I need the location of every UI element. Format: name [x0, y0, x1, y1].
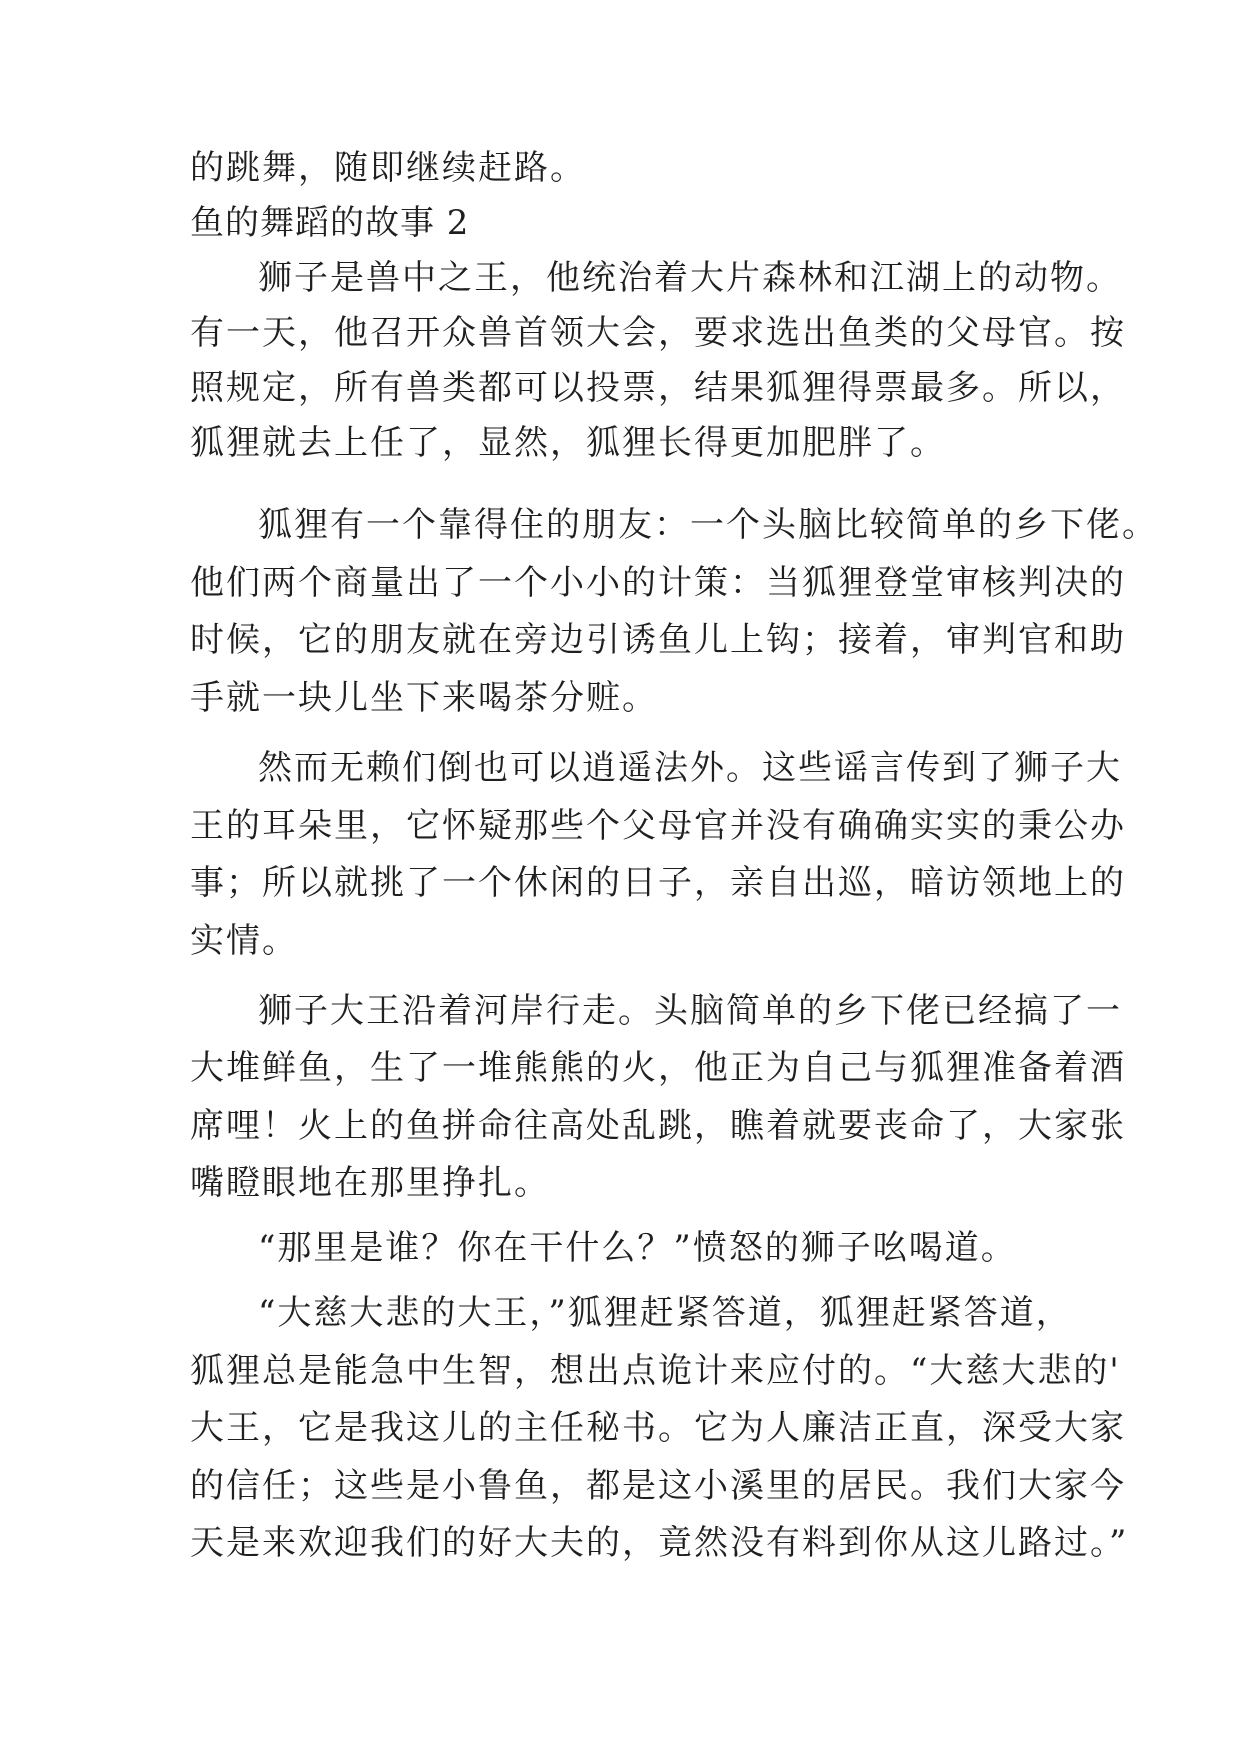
paragraph-line: 天是来欢迎我们的好大夫的，竟然没有料到你从这儿路过。”: [190, 1523, 1129, 1563]
paragraph-line: 他们两个商量出了一个小小的计策：当狐狸登堂审核判决的: [190, 563, 1126, 603]
paragraph-line: 狮子大王沿着河岸行走。头脑简单的乡下佬已经搞了一: [258, 991, 1122, 1031]
paragraph-line: 大王，它是我这儿的主任秘书。它为人廉洁正直，深受大家: [190, 1408, 1126, 1448]
paragraph-line: 狐狸就去上任了，显然，狐狸长得更加肥胖了。: [190, 423, 946, 463]
paragraph-line: 狮子是兽中之王，他统治着大片森林和江湖上的动物。: [258, 258, 1122, 298]
paragraph-line: “那里是谁？你在干什么？”愤怒的狮子吆喝道。: [258, 1228, 1017, 1268]
paragraph-line: 然而无赖们倒也可以逍遥法外。这些谣言传到了狮子大: [258, 748, 1122, 788]
paragraph-line: 照规定，所有兽类都可以投票，结果狐狸得票最多。所以，: [190, 368, 1126, 408]
paragraph-line: 王的耳朵里，它怀疑那些个父母官并没有确确实实的秉公办: [190, 806, 1126, 846]
paragraph-line: “大慈大悲的大王，”狐狸赶紧答道，狐狸赶紧答道，: [258, 1293, 1072, 1333]
paragraph-line: 狐狸总是能急中生智，想出点诡计来应付的。“大慈大悲的': [190, 1351, 1121, 1391]
paragraph-line: 时候，它的朋友就在旁边引诱鱼儿上钩；接着，审判官和助: [190, 620, 1126, 660]
paragraph-line: 大堆鲜鱼，生了一堆熊熊的火，他正为自己与狐狸准备着酒: [190, 1048, 1126, 1088]
paragraph-line: 实情。: [190, 921, 298, 961]
paragraph-line: 事；所以就挑了一个休闲的日子，亲自出巡，暗访领地上的: [190, 863, 1126, 903]
paragraph-line: 手就一块儿坐下来喝茶分赃。: [190, 678, 658, 718]
section-heading: 鱼的舞蹈的故事 2: [190, 203, 470, 243]
paragraph-line: 的信任；这些是小鲁鱼，都是这小溪里的居民。我们大家今: [190, 1466, 1126, 1506]
lead-line: 的跳舞，随即继续赶路。: [190, 148, 586, 188]
paragraph-line: 有一天，他召开众兽首领大会，要求选出鱼类的父母官。按: [190, 313, 1126, 353]
paragraph-line: 席哩！火上的鱼拼命往高处乱跳，瞧着就要丧命了，大家张: [190, 1106, 1126, 1146]
paragraph-line: 狐狸有一个靠得住的朋友：一个头脑比较简单的乡下佬。: [258, 505, 1158, 545]
paragraph-line: 嘴瞪眼地在那里挣扎。: [190, 1163, 550, 1203]
